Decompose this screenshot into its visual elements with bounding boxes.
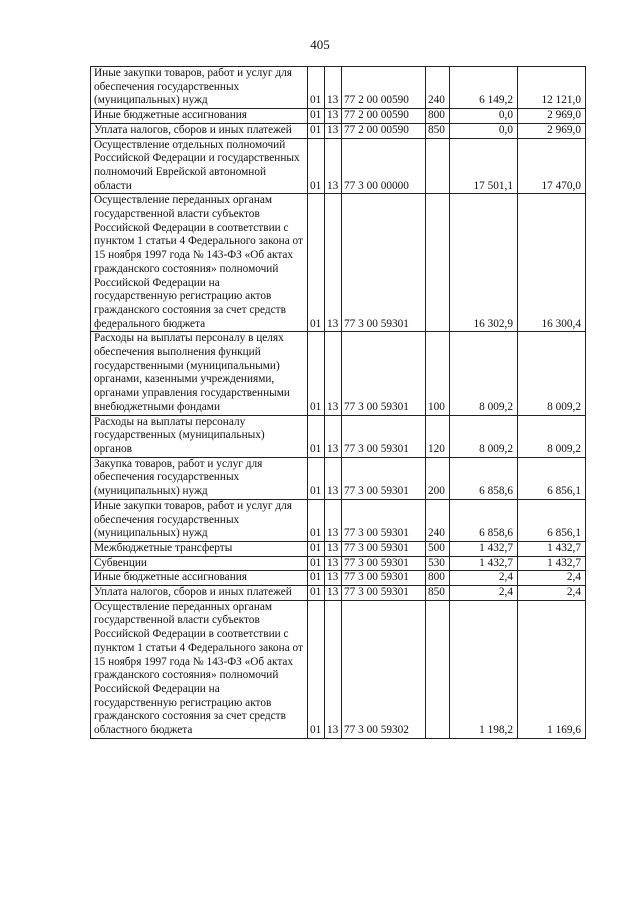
amount-year-2: 17 470,0 (518, 138, 586, 194)
row-description: Иные бюджетные ассигнования (91, 109, 308, 124)
expense-type-code (426, 194, 450, 332)
amount-year-2: 6 856,1 (518, 499, 586, 541)
row-description: Расходы на выплаты персоналу государственных (муниципальных) органов (91, 415, 308, 457)
table-row (91, 499, 586, 541)
amount-year-2: 16 300,4 (518, 194, 586, 332)
table-row (91, 194, 586, 332)
amount-year-2: 1 432,7 (518, 556, 586, 571)
section-code: 01 (308, 138, 325, 194)
amount-year-2: 8 009,2 (518, 415, 586, 457)
row-description: Осуществление переданных органам государственной власти субъектов Российской Федерации в соответствии с пунктом 1 статьи 4 Федерального закона от 15 ноября 1997 года № 143-ФЗ «Об актах гражданского состояния» полномочий Российской Федерации на государственную регистрацию актов гражданского состояния за счет средств федерального бюджета (91, 194, 308, 332)
target-article-code: 77 2 00 00590 (342, 109, 426, 124)
table-row (91, 541, 586, 556)
subsection-code: 13 (325, 67, 342, 109)
target-article-code: 77 3 00 00000 (342, 138, 426, 194)
section-code: 01 (308, 332, 325, 415)
target-article-code: 77 3 00 59302 (342, 600, 426, 738)
row-description: Расходы на выплаты персоналу в целях обеспечения выполнения функций государственными (муниципальными) органами, казенными учреждениями, органами управления государственными внебюджетными фондами (91, 332, 308, 415)
amount-year-1: 2,4 (450, 571, 518, 586)
amount-year-1: 6 858,6 (450, 499, 518, 541)
table-row (91, 556, 586, 571)
row-description: Иные закупки товаров, работ и услуг для обеспечения государственных (муниципальных) нужд (91, 67, 308, 109)
table-row (91, 457, 586, 499)
amount-year-1: 16 302,9 (450, 194, 518, 332)
amount-year-1: 2,4 (450, 586, 518, 601)
amount-year-1: 0,0 (450, 123, 518, 138)
amount-year-2: 8 009,2 (518, 332, 586, 415)
table-row (91, 138, 586, 194)
target-article-code: 77 3 00 59301 (342, 194, 426, 332)
target-article-code: 77 3 00 59301 (342, 415, 426, 457)
expense-type-code: 530 (426, 556, 450, 571)
table-row (91, 415, 586, 457)
amount-year-2: 1 169,6 (518, 600, 586, 738)
amount-year-1: 8 009,2 (450, 332, 518, 415)
expense-type-code: 850 (426, 123, 450, 138)
section-code: 01 (308, 457, 325, 499)
amount-year-1: 1 198,2 (450, 600, 518, 738)
amount-year-1: 6 858,6 (450, 457, 518, 499)
subsection-code: 13 (325, 600, 342, 738)
subsection-code: 13 (325, 138, 342, 194)
expense-type-code: 240 (426, 67, 450, 109)
subsection-code: 13 (325, 571, 342, 586)
expense-type-code: 800 (426, 571, 450, 586)
subsection-code: 13 (325, 556, 342, 571)
row-description: Осуществление переданных органам государственной власти субъектов Российской Федерации в соответствии с пунктом 1 статьи 4 Федерального закона от 15 ноября 1997 года № 143-ФЗ «Об актах гражданского состояния» полномочий Российской Федерации на государственную регистрацию актов гражданского состояния за счет средств областного бюджета (91, 600, 308, 738)
expense-type-code (426, 138, 450, 194)
expense-type-code: 850 (426, 586, 450, 601)
target-article-code: 77 2 00 00590 (342, 67, 426, 109)
target-article-code: 77 3 00 59301 (342, 571, 426, 586)
amount-year-2: 2 969,0 (518, 123, 586, 138)
amount-year-2: 2,4 (518, 571, 586, 586)
table-row (91, 109, 586, 124)
expense-type-code: 100 (426, 332, 450, 415)
subsection-code: 13 (325, 457, 342, 499)
target-article-code: 77 3 00 59301 (342, 556, 426, 571)
section-code: 01 (308, 194, 325, 332)
subsection-code: 13 (325, 332, 342, 415)
section-code: 01 (308, 600, 325, 738)
amount-year-1: 0,0 (450, 109, 518, 124)
section-code: 01 (308, 556, 325, 571)
page-number: 405 (310, 37, 330, 52)
expense-type-code: 240 (426, 499, 450, 541)
budget-table (90, 66, 586, 739)
amount-year-1: 1 432,7 (450, 556, 518, 571)
section-code: 01 (308, 499, 325, 541)
subsection-code: 13 (325, 123, 342, 138)
row-description: Закупка товаров, работ и услуг для обеспечения государственных (муниципальных) нужд (91, 457, 308, 499)
target-article-code: 77 2 00 00590 (342, 123, 426, 138)
table-row (91, 600, 586, 738)
section-code: 01 (308, 123, 325, 138)
section-code: 01 (308, 541, 325, 556)
row-description: Уплата налогов, сборов и иных платежей (91, 123, 308, 138)
section-code: 01 (308, 67, 325, 109)
amount-year-2: 1 432,7 (518, 541, 586, 556)
subsection-code: 13 (325, 109, 342, 124)
row-description: Уплата налогов, сборов и иных платежей (91, 586, 308, 601)
amount-year-2: 2,4 (518, 586, 586, 601)
amount-year-2: 2 969,0 (518, 109, 586, 124)
section-code: 01 (308, 586, 325, 601)
target-article-code: 77 3 00 59301 (342, 499, 426, 541)
amount-year-1: 1 432,7 (450, 541, 518, 556)
section-code: 01 (308, 109, 325, 124)
subsection-code: 13 (325, 541, 342, 556)
expense-type-code: 120 (426, 415, 450, 457)
expense-type-code: 800 (426, 109, 450, 124)
target-article-code: 77 3 00 59301 (342, 332, 426, 415)
row-description: Межбюджетные трансферты (91, 541, 308, 556)
table-row (91, 571, 586, 586)
section-code: 01 (308, 571, 325, 586)
expense-type-code (426, 600, 450, 738)
amount-year-2: 6 856,1 (518, 457, 586, 499)
subsection-code: 13 (325, 415, 342, 457)
section-code: 01 (308, 415, 325, 457)
subsection-code: 13 (325, 586, 342, 601)
amount-year-1: 8 009,2 (450, 415, 518, 457)
amount-year-1: 6 149,2 (450, 67, 518, 109)
table-row (91, 67, 586, 109)
expense-type-code: 200 (426, 457, 450, 499)
target-article-code: 77 3 00 59301 (342, 457, 426, 499)
subsection-code: 13 (325, 499, 342, 541)
row-description: Иные закупки товаров, работ и услуг для обеспечения государственных (муниципальных) нужд (91, 499, 308, 541)
table-row (91, 123, 586, 138)
amount-year-1: 17 501,1 (450, 138, 518, 194)
expense-type-code: 500 (426, 541, 450, 556)
row-description: Субвенции (91, 556, 308, 571)
row-description: Иные бюджетные ассигнования (91, 571, 308, 586)
table-row (91, 586, 586, 601)
table-row (91, 332, 586, 415)
amount-year-2: 12 121,0 (518, 67, 586, 109)
target-article-code: 77 3 00 59301 (342, 586, 426, 601)
target-article-code: 77 3 00 59301 (342, 541, 426, 556)
row-description: Осуществление отдельных полномочий Российской Федерации и государственных полномочий Еврейской автономной области (91, 138, 308, 194)
subsection-code: 13 (325, 194, 342, 332)
